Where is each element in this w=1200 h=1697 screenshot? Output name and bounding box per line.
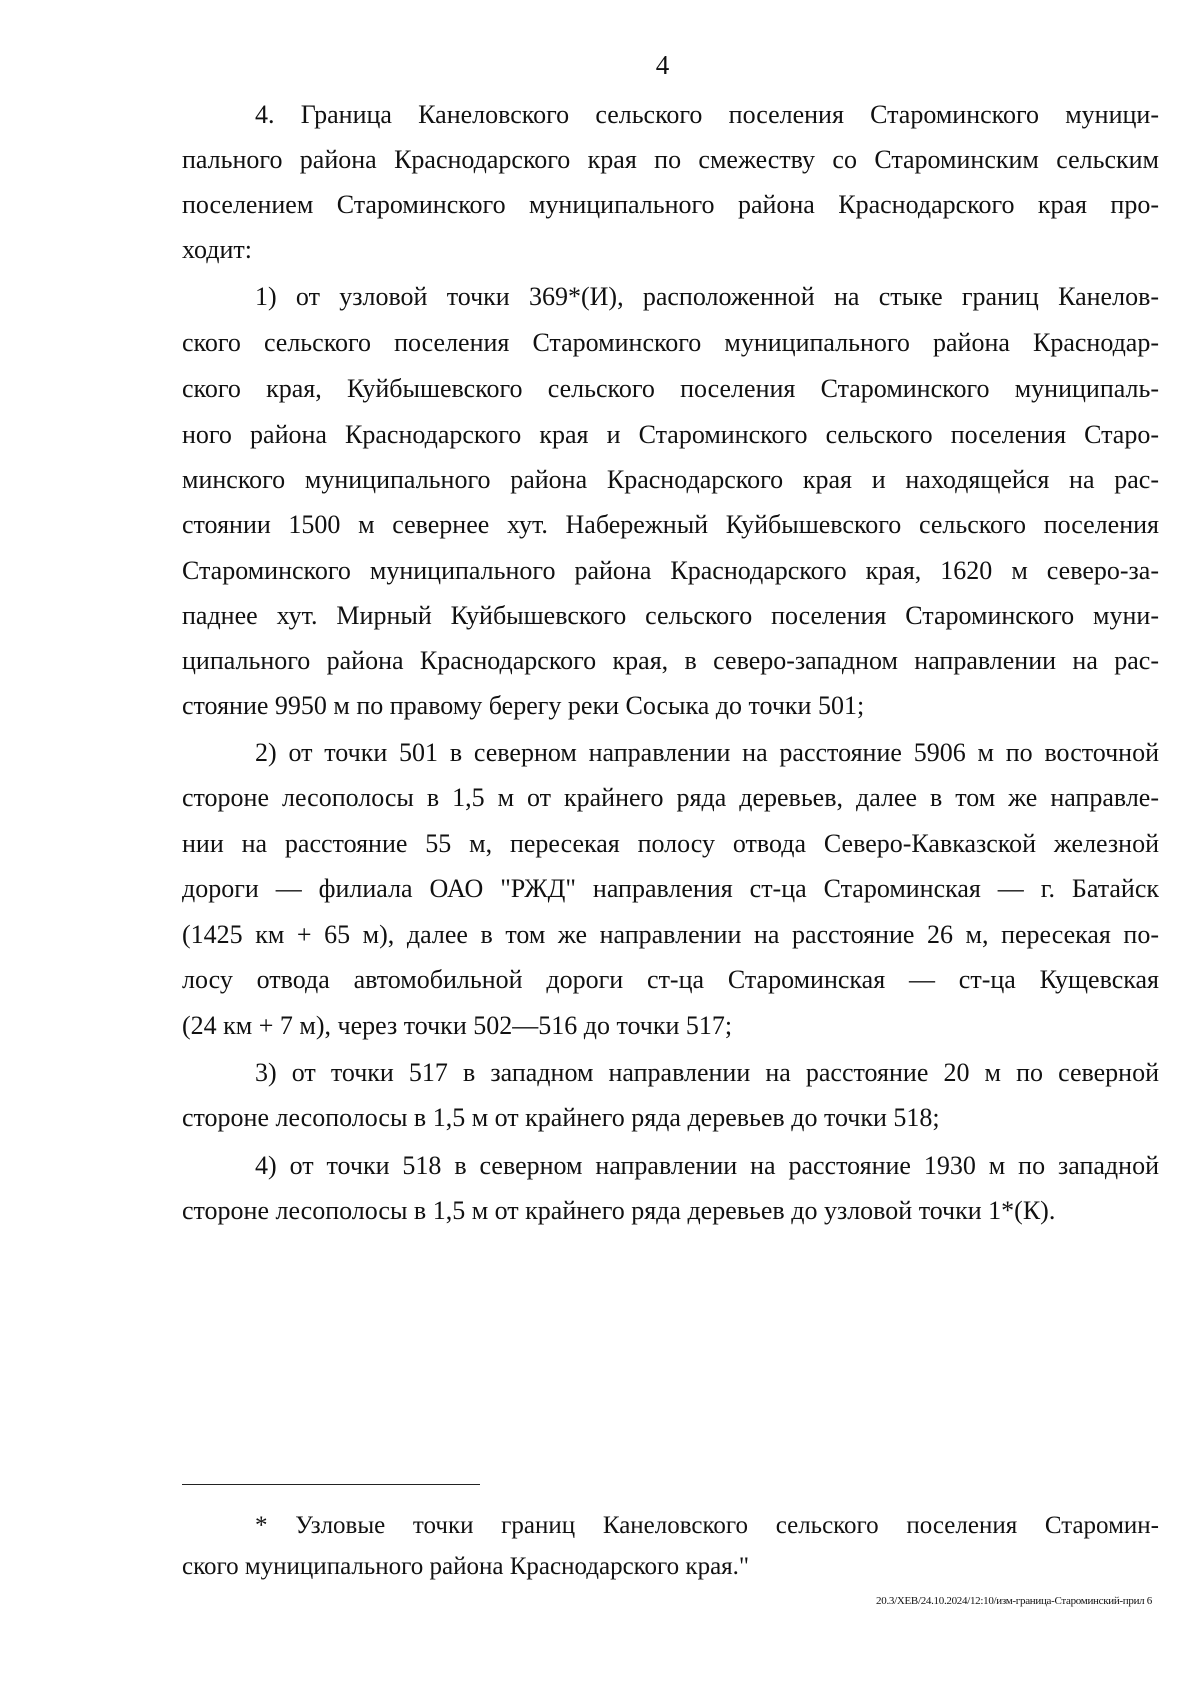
text-line: стороне лесополосы в 1,5 м от крайнего ряда деревьев до узловой точки 1*(К). <box>182 1196 1056 1225</box>
text-line: паднее хут. Мирный Куйбышевского сельского поселения Староминского муни- <box>182 601 1159 630</box>
footnote-line: * Узловые точки границ Канеловского сельского поселения Старомин- <box>255 1512 1159 1539</box>
text-line: 3) от точки 517 в западном направлении на расстояние 20 м по северной <box>255 1058 1159 1087</box>
text-line: стороне лесополосы в 1,5 м от крайнего ряда деревьев до точки 518; <box>182 1103 940 1132</box>
footnote-line: ского муниципального района Краснодарского края." <box>182 1553 750 1580</box>
text-line: 2) от точки 501 в северном направлении на расстояние 5906 м по восточной <box>255 738 1159 767</box>
text-line: ходит: <box>182 235 252 264</box>
text-line: Староминского муниципального района Краснодарского края, 1620 м северо-за- <box>182 556 1159 585</box>
text-line: ского края, Куйбышевского сельского поселения Староминского муниципаль- <box>182 374 1159 403</box>
text-line: ского сельского поселения Староминского муниципального района Краснодар- <box>182 328 1159 357</box>
text-line: 4) от точки 518 в северном направлении на расстояние 1930 м по западной <box>255 1151 1159 1180</box>
text-line: ного района Краснодарского края и Староминского сельского поселения Старо- <box>182 420 1159 449</box>
text-line: дороги — филиала ОАО "РЖД" направления ст-ца Староминская — г. Батайск <box>182 874 1159 903</box>
document-stamp: 20.3/ХЕВ/24.10.2024/12:10/изм-граница-Староминский-прил 6 <box>876 1595 1152 1607</box>
text-line: (24 км + 7 м), через точки 502—516 до точки 517; <box>182 1011 733 1040</box>
text-line: стояние 9950 м по правому берегу реки Сосыка до точки 501; <box>182 691 865 720</box>
text-line: 4. Граница Канеловского сельского поселения Староминского муници- <box>255 100 1159 129</box>
text-line: нии на расстояние 55 м, пересекая полосу отвода Северо-Кавказской железной <box>182 829 1159 858</box>
text-line: лосу отвода автомобильной дороги ст-ца Староминская — ст-ца Кущевская <box>182 965 1159 994</box>
text-line: минского муниципального района Краснодарского края и находящейся на рас- <box>182 465 1159 494</box>
text-line: поселением Староминского муниципального района Краснодарского края про- <box>182 190 1159 219</box>
text-line: (1425 км + 65 м), далее в том же направлении на расстояние 26 м, пересекая по- <box>182 920 1159 949</box>
text-line: стоянии 1500 м севернее хут. Набережный Куйбышевского сельского поселения <box>182 510 1159 539</box>
text-line: пального района Краснодарского края по смежеству со Староминским сельским <box>182 145 1159 174</box>
page-number: 4 <box>655 50 670 80</box>
text-line: стороне лесополосы в 1,5 м от крайнего ряда деревьев, далее в том же направле- <box>182 783 1159 812</box>
text-line: ципального района Краснодарского края, в северо-западном направлении на рас- <box>182 646 1159 675</box>
footnote-separator <box>182 1484 480 1485</box>
text-line: 1) от узловой точки 369*(И), расположенной на стыке границ Канелов- <box>255 282 1159 311</box>
